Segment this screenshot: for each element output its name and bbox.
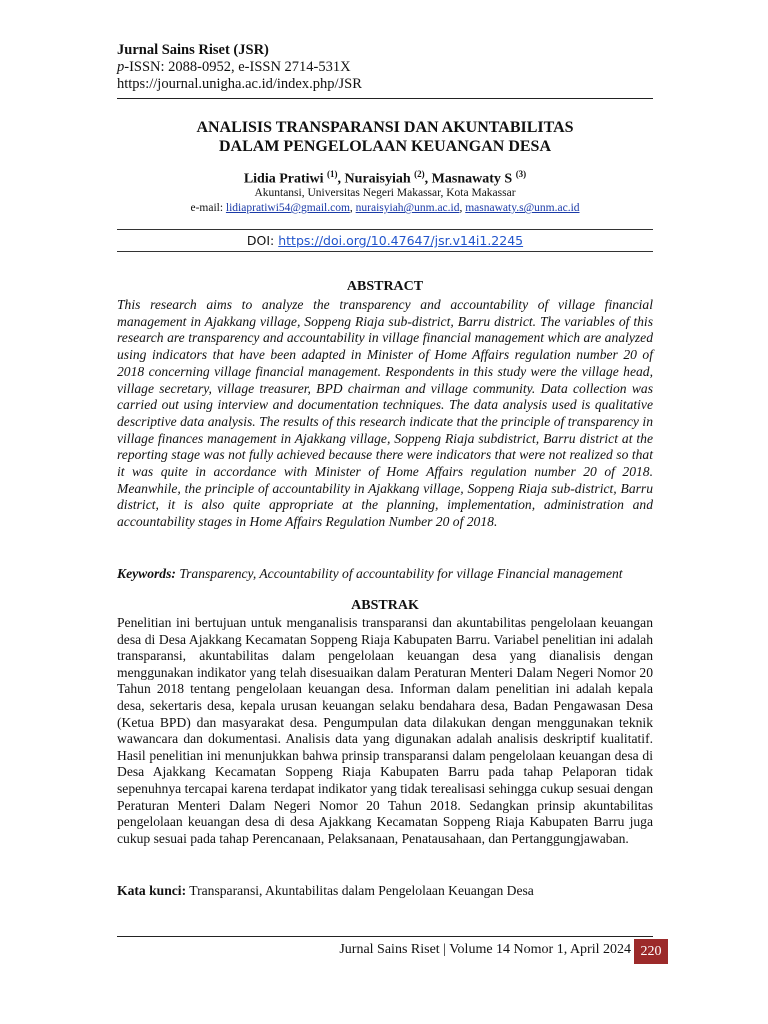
doi-link[interactable]: https://doi.org/10.47647/jsr.v14i1.2245 [278,233,524,248]
email-link-1[interactable]: lidiapratiwi54@gmail.com [225,202,350,214]
doi-divider-top [117,229,653,230]
doi-label: DOI: [246,233,275,248]
email-line: e-mail: lidiapratiwi54@gmail.com, nuraisyiah@unm.ac.id, masnawaty.s@unm.ac.id [190,202,580,214]
page-number: 220 [634,939,668,964]
affiliation: Akuntansi, Universitas Negeri Makassar, Kota Makassar [254,187,516,199]
footer-volume: Volume 14 Nomor 1, April 2024 [449,942,631,957]
author-2: Nuraisyiah [344,171,411,187]
title-line-1: ANALISIS TRANSPARANSI DAN AKUNTABILITAS [196,119,574,136]
author-list: Lidia Pratiwi $^{(1)}$, Nuraisyiah $^{(2)}$, Masnawaty S $^{(3)}$ [243,169,527,187]
kata-kunci-line [117,883,653,899]
footer-separator: | [443,942,446,957]
abstract-heading: ABSTRACT [346,279,424,294]
title-line-2: DALAM PENGELOLAAN KEUANGAN DESA [218,138,552,155]
doi-divider-bottom [117,251,653,252]
kata-kunci-text: Transparansi, Akuntabilitas dalam Pengelolaan Keuangan Desa [189,883,534,898]
footer-text [339,942,631,958]
journal-issn [117,59,653,76]
keywords-line [117,566,653,582]
header-divider [117,98,653,99]
keywords-label: Keywords: [117,566,176,581]
footer-divider [117,936,653,937]
author-1-sup: (1) [327,169,338,179]
journal-header [117,42,653,93]
author-3-sup: (3) [515,169,527,179]
author-1: Lidia Pratiwi [243,171,324,187]
email-link-2[interactable]: nuraisyiah@unm.ac.id [355,202,460,214]
issn-prefix: p [117,59,125,75]
abstract-text: This research aims to analyze the transparency and accountability of village financial management in Ajakkang village, Soppeng Riaja sub-district, Barru district. The variables of this research are transparency and accountability in village financial management which are analyzed using indicators that have been adapted in Minister of Home Affairs regulation number 20 of 2018 concerning village financial management. Respondents in this study were the village head, village secretary, village treasurer, BPD chairman and village community. Data collection was carried out using interview and documentation techniques. The data analysis used is qualitative descriptive data analysis. The results of this research indicate that the principle of transparency in village finances management in Ajakkang village, Soppeng Riaja subdistrict, Barru district at the reporting stage was not fully achieved because there were indicators that were not realized so that it was quite in accordance with Minister of Home Affairs regulation number 20 of 2018. Meanwhile, the principle of accountability in Ajakkang village, Soppeng Riaja sub-district, Barru district, it is also quite appropriate at the planning, implementation, administration and accountability stages in Home Affairs Regulation Number 20 of 2018. [117,297,653,530]
author-3: Masnawaty S [431,171,513,187]
issn-text: -ISSN: 2088-0952, e-ISSN 2714-531X [124,59,351,75]
abstrak-heading: ABSTRAK [351,598,419,613]
email-link-3[interactable]: masnawaty.s@unm.ac.id [465,202,580,214]
abstrak-text: Penelitian ini bertujuan untuk menganalisis transparansi dan akuntabilitas pengelolaan keuangan desa di Desa Ajakkang Kecamatan Soppeng Riaja Kabupaten Barru. Variabel penelitian ini adalah transparansi, akuntabilitas dalam pengelolaan keuangan desa yang dianalisis dengan menggunakan indikator yang telah disesuaikan dalam Peraturan Menteri Dalam Negeri Nomor 20 Tahun 2018 tentang pengelolaan keuangan desa. Informan dalam penelitian ini adalah kepala desa, sekertaris desa, kepala urusan keuangan selaku bendahara desa, Badan Pengawasan Desa (Ketua BPD) dan masyarakat desa. Pengumpulan data dilakukan dengan menggunakan teknik wawancara dan dokumentasi. Analisis data yang digunakan adalah analisis deskriptif kualitatif. Hasil penelitian ini menunjukkan bahwa prinsip transparansi dalam pengelolaan keuangan desa di Desa Ajakkang Kecamatan Soppeng Riaja Kabupaten Barru pada tahap Pelaporan tidak sepenuhnya tercapai karena terdapat indikator yang tidak terealisasi sehingga cukup sesuai dengan Peraturan Menteri Dalam Negeri Nomor 20 Tahun 2018. Sedangkan prinsip akuntabilitas pengelolaan keuangan desa di desa Ajakkang Kecamatan Soppeng Riaja Kabupaten Barru juga cukup sesuai pada tahap Perencanaan, Pelaksanaan, Penatausahaan, dan Pertanggungjawaban. [117,615,653,846]
doi-line [117,233,653,248]
paper-title [117,118,653,156]
footer-journal: Jurnal Sains Riset [339,942,440,957]
journal-url[interactable]: https://journal.unigha.ac.id/index.php/JSR [117,76,362,92]
journal-name: Jurnal Sains Riset (JSR) [117,42,269,58]
author-2-sup: (2) [414,169,425,179]
email-label: e-mail: [190,202,224,214]
kata-kunci-label: Kata kunci: [117,883,187,898]
keywords-text: Transparency, Accountability of accountability for village Financial management [179,566,623,581]
page-footer [117,939,668,964]
